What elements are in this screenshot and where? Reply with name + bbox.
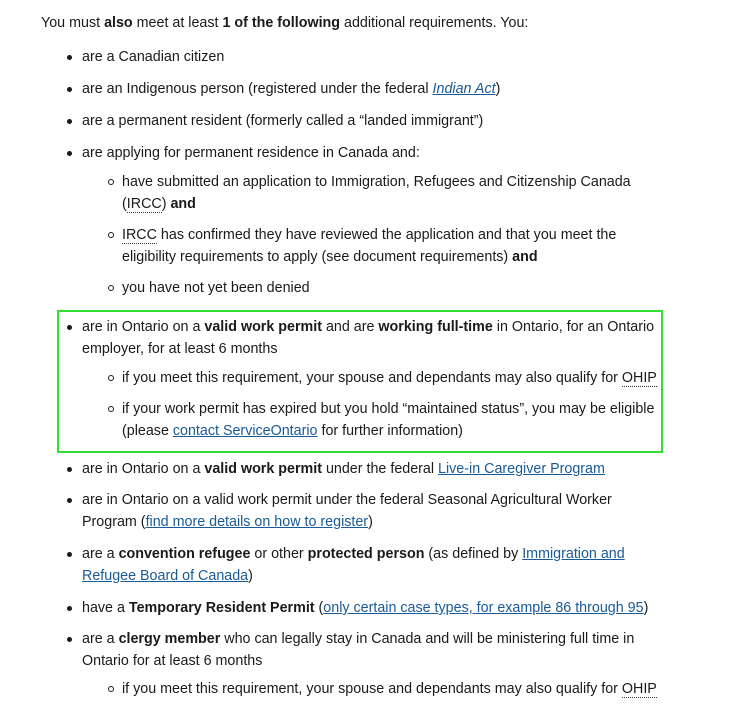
ohip-abbr[interactable]: OHIP bbox=[621, 681, 657, 697]
list-item-clergy: are a clergy member who can legally stay in Canada and will be ministering full time in Ontario for at least 6 months bbox=[82, 628, 642, 672]
indian-act-link[interactable]: Indian Act bbox=[432, 81, 496, 97]
sub-item-spouse-ohip: if you meet this requirement, your spouse and dependants may also qualify for OHIP bbox=[122, 367, 662, 389]
ircc-abbr[interactable]: IRCC bbox=[122, 227, 157, 243]
sub-item-application-submitted: have submitted an application to Immigration, Refugees and Citizenship Canada (IRCC) and bbox=[122, 171, 662, 215]
list-item-work-permit-fulltime: are in Ontario on a valid work permit and are working full-time in Ontario, for an Ontario employer, for at least 6 months bbox=[82, 316, 667, 360]
list-item-seasonal-worker: are in Ontario on a valid work permit under the federal Seasonal Agricultural Worker Program (find more details on how to register) bbox=[82, 489, 627, 533]
sub-item-maintained-status: if your work permit has expired but you hold “maintained status”, you may be eligible (please contact ServiceOntario for further information) bbox=[122, 398, 662, 442]
find-more-details-link[interactable]: find more details on how to register bbox=[145, 514, 369, 530]
contact-serviceontario-link[interactable]: contact ServiceOntario bbox=[172, 423, 318, 439]
highlight-box bbox=[57, 310, 663, 453]
sub-item-clergy-spouse-ohip: if you meet this requirement, your spouse and dependants may also qualify for OHIP bbox=[122, 678, 662, 700]
intro-text: You must also meet at least 1 of the following additional requirements. You: bbox=[41, 15, 529, 31]
list-item-canadian-citizen: are a Canadian citizen bbox=[82, 46, 672, 68]
ircc-abbr[interactable]: IRCC bbox=[126, 196, 162, 212]
list-item-indigenous: are an Indigenous person (registered under the federal Indian Act) bbox=[82, 78, 672, 100]
list-item-refugee: are a convention refugee or other protected person (as defined by Immigration and Refugee Board of Canada) bbox=[82, 543, 642, 587]
sub-item-ircc-confirmed: IRCC has confirmed they have reviewed the application and that you meet the eligibility requirements to apply (see document requirements) and bbox=[122, 224, 662, 268]
list-item-applying-pr: are applying for permanent residence in Canada and: bbox=[82, 142, 672, 164]
ohip-abbr[interactable]: OHIP bbox=[621, 370, 657, 386]
case-types-link[interactable]: only certain case types, for example 86 through 95 bbox=[323, 600, 644, 616]
list-item-permanent-resident: are a permanent resident (formerly called a “landed immigrant”) bbox=[82, 110, 672, 132]
immigration-refugee-board-link[interactable]: Immigration and Refugee Board of Canada bbox=[82, 546, 625, 584]
list-item-temporary-resident-permit: have a Temporary Resident Permit (only certain case types, for example 86 through 95) bbox=[82, 597, 682, 619]
list-item-caregiver: are in Ontario on a valid work permit under the federal Live-in Caregiver Program bbox=[82, 458, 672, 480]
live-in-caregiver-link[interactable]: Live-in Caregiver Program bbox=[438, 461, 605, 477]
sub-item-not-denied: you have not yet been denied bbox=[122, 277, 662, 299]
